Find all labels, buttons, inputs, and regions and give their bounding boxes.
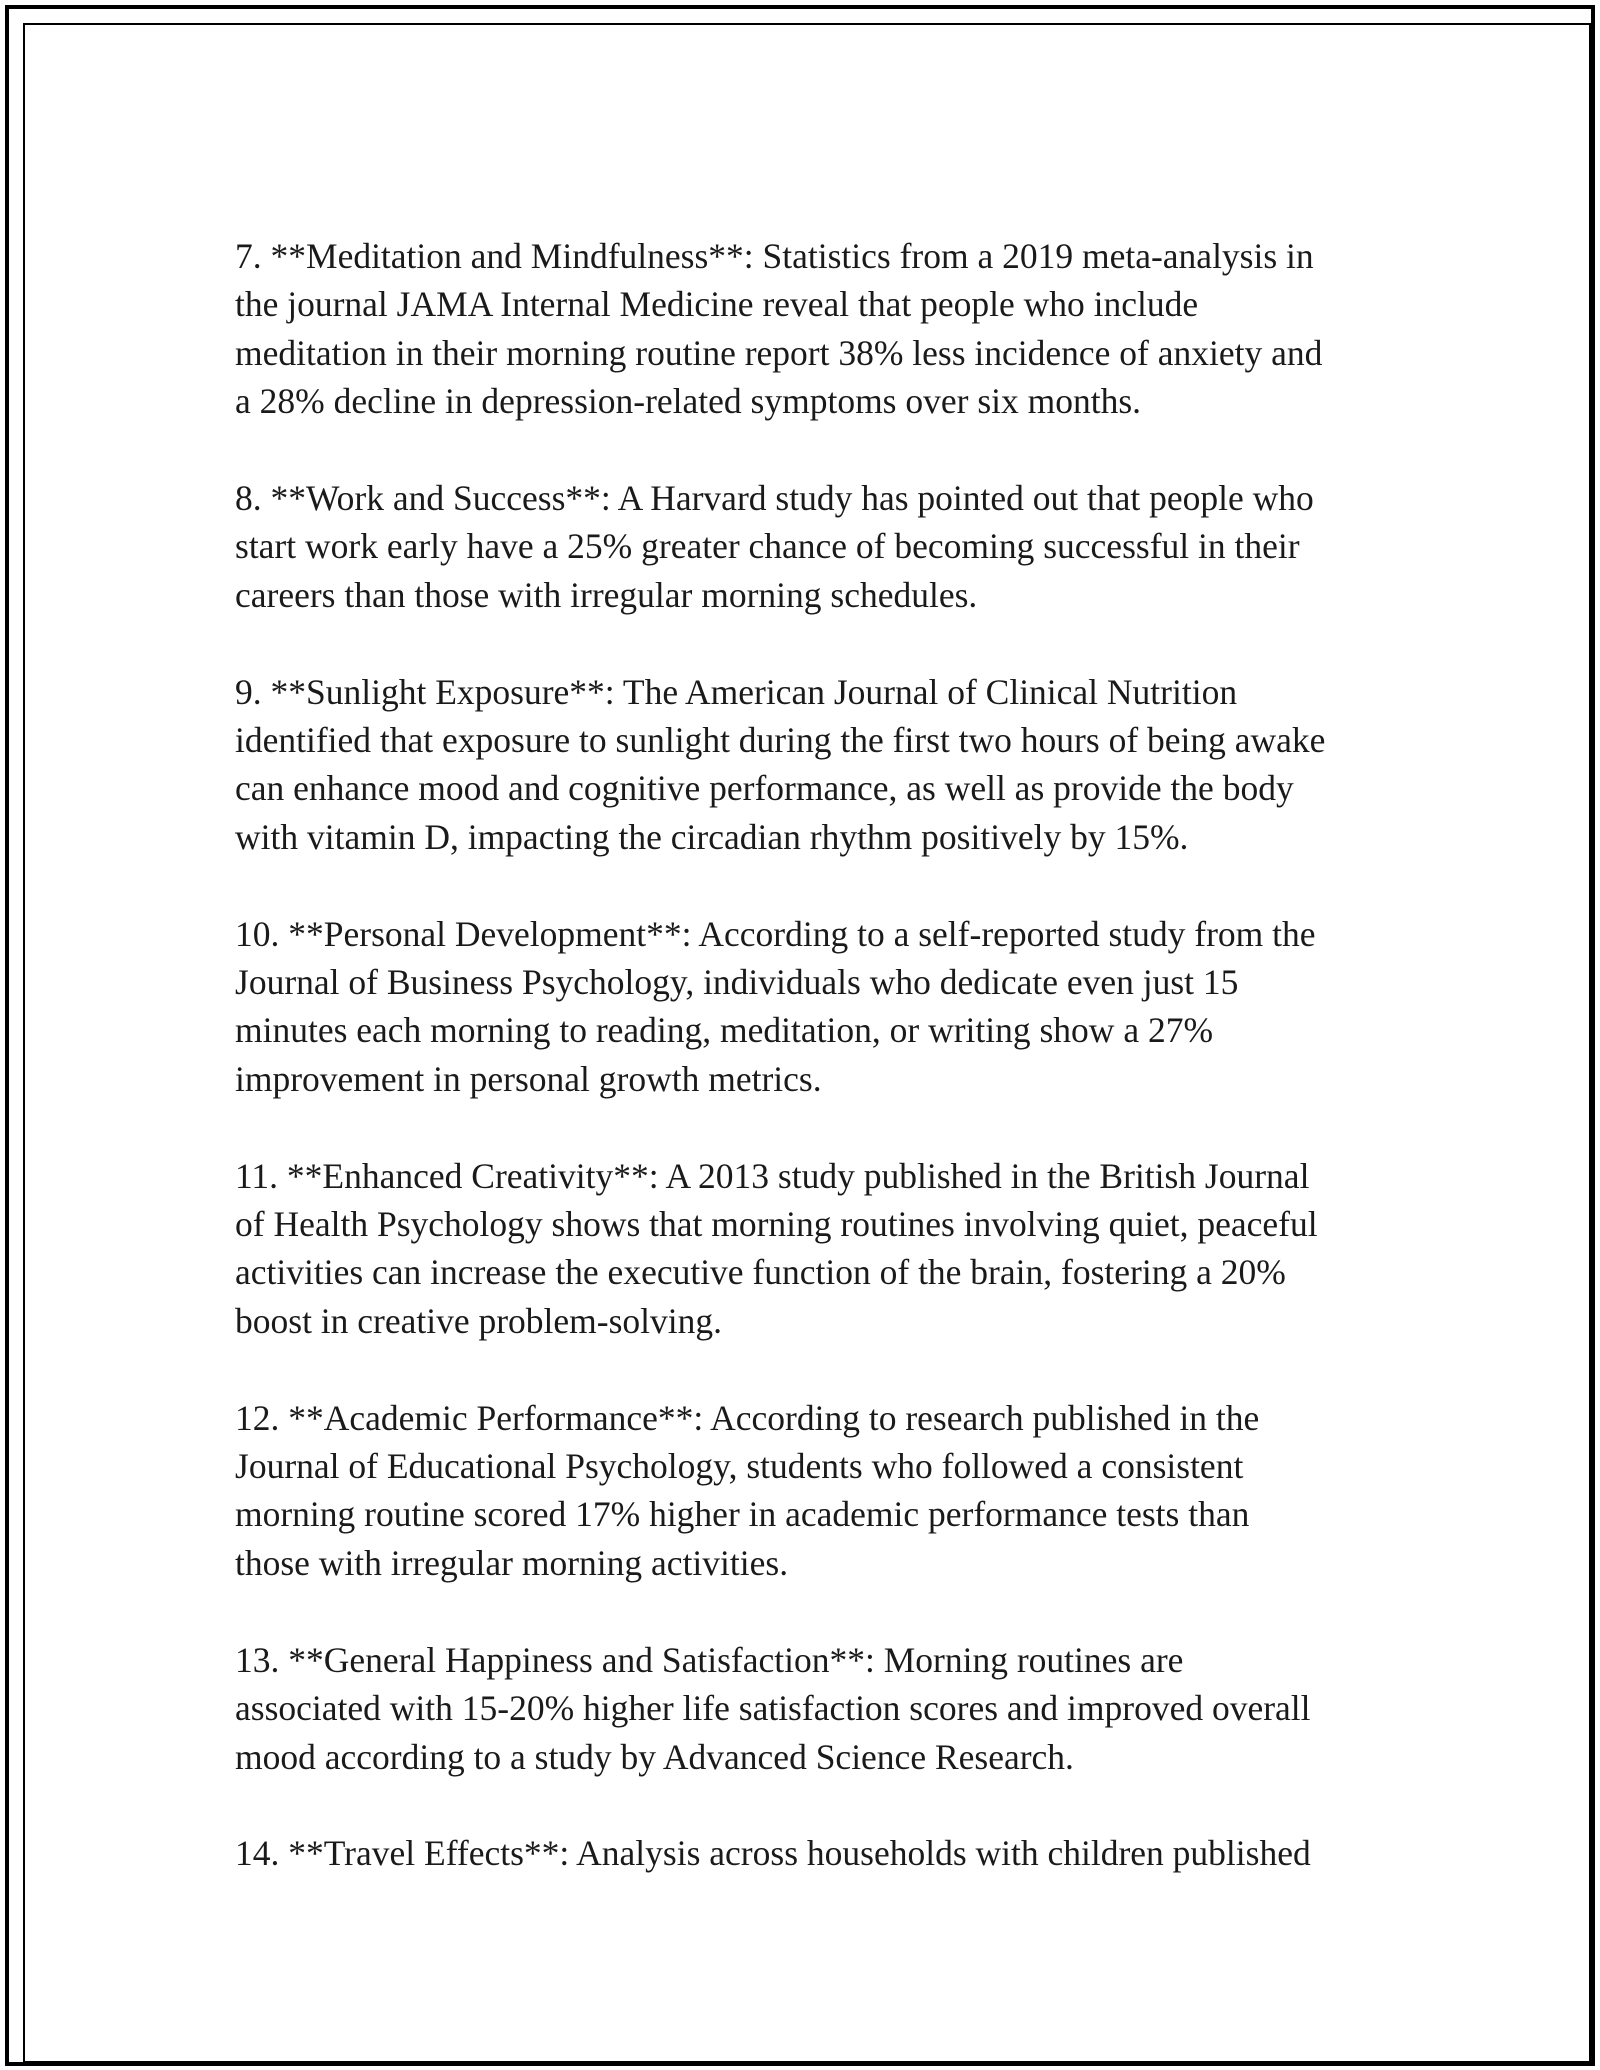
paragraph-item-11: 11. **Enhanced Creativity**: A 2013 study published in the British Journal of Health Psychology shows that morning routines involving quiet, peaceful activities can increase the executive function of the brain, fostering a 20% boost in creative problem-solving. xyxy=(235,1155,1318,1341)
paragraph-item-14: 14. **Travel Effects**: Analysis across households with children published xyxy=(235,1833,1311,1874)
paragraph-item-13: 13. **General Happiness and Satisfaction**: Morning routines are associated with 15-20% higher life satisfaction scores and improved overall mood according to a study by Advanced Science Research. xyxy=(235,1639,1311,1777)
document-body xyxy=(235,232,1385,1926)
paragraph-item-10: 10. **Personal Development**: According to a self-reported study from the Journal of Business Psychology, individuals who dedicate even just 15 minutes each morning to reading, meditation, or writing show a 27% improvement in personal growth metrics. xyxy=(235,913,1316,1099)
paragraph-item-8: 8. **Work and Success**: A Harvard study has pointed out that people who start work early have a 25% greater chance of becoming successful in their careers than those with irregular morning schedules. xyxy=(235,478,1314,615)
paragraph-item-7: 7. **Meditation and Mindfulness**: Statistics from a 2019 meta-analysis in the journal JAMA Internal Medicine reveal that people who include meditation in their morning routine report 38% less incidence of anxiety and a 28% decline in depression-related symptoms over six months. xyxy=(235,236,1323,422)
paragraph-item-12: 12. **Academic Performance**: According to research published in the Journal of Educational Psychology, students who followed a consistent morning routine scored 17% higher in academic performance tests than those with irregular morning activities. xyxy=(235,1397,1260,1583)
paragraph-item-9: 9. **Sunlight Exposure**: The American Journal of Clinical Nutrition identified that exposure to sunlight during the first two hours of being awake can enhance mood and cognitive performance, as well as provide the body with vitamin D, impacting the circadian rhythm positively by 15%. xyxy=(235,671,1326,857)
